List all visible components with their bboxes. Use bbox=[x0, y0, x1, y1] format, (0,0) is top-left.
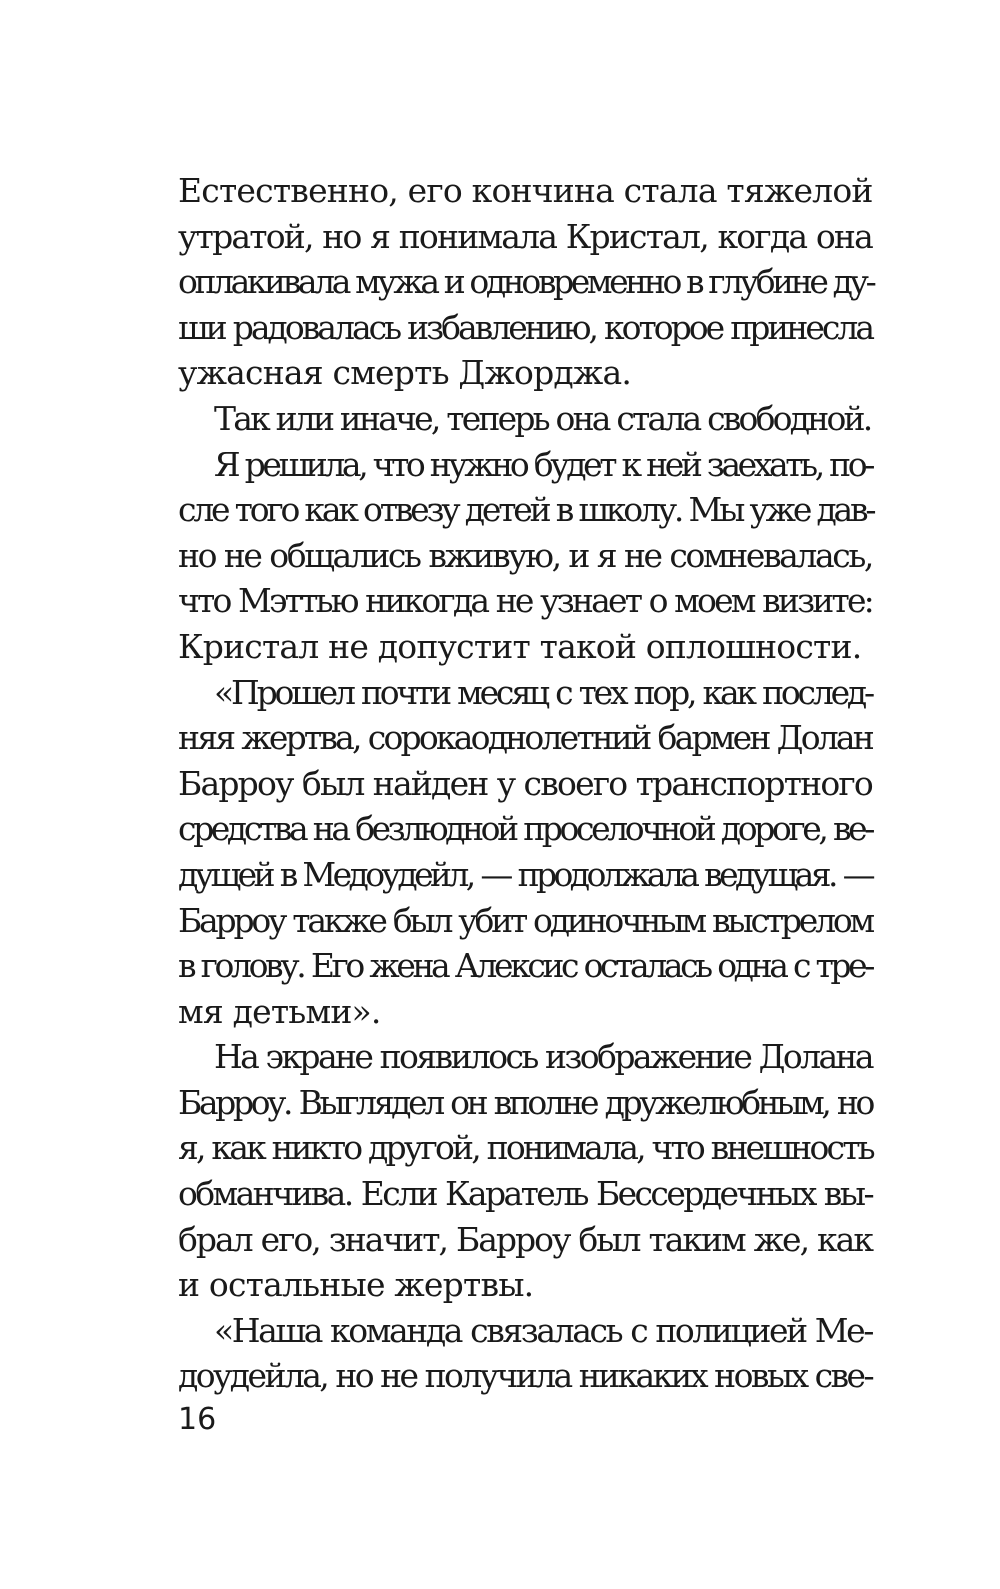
text-line: На экране появилось изображение Долана bbox=[214, 1037, 872, 1077]
text-line: брал его, значит, Барроу был таким же, как bbox=[178, 1219, 872, 1259]
text-line: я, как никто другой, понимала, что внешность bbox=[178, 1128, 873, 1168]
body-text bbox=[178, 168, 872, 1399]
text-line: сле того как отвезу детей в школу. Мы уже дав- bbox=[178, 490, 874, 530]
text-line: Барроу также был убит одиночным выстрелом bbox=[178, 900, 872, 940]
text-line: ужасная смерть Джорджа. bbox=[178, 353, 632, 393]
text-line: Барроу был найден у своего транспортного bbox=[178, 763, 872, 803]
text-line: Барроу. Выглядел он вполне дружелюбным, но bbox=[178, 1082, 872, 1122]
text-line: «Прошел почти месяц с тех пор, как послед- bbox=[214, 672, 872, 712]
text-line: дущей в Медоудейл, — продолжала ведущая. — bbox=[178, 854, 872, 894]
text-line: оплакивала мужа и одновременно в глубине ду- bbox=[178, 262, 874, 302]
text-line: что Мэттью никогда не узнает о моем визите: bbox=[178, 581, 872, 621]
text-line: Так или иначе, теперь она стала свободной. bbox=[214, 398, 871, 438]
text-line: мя детьми». bbox=[178, 991, 381, 1031]
text-line: няя жертва, сорокаоднолетний бармен Долан bbox=[178, 718, 872, 758]
text-line: обманчива. Если Каратель Бессердечных вы- bbox=[178, 1174, 872, 1214]
text-line: Естественно, его кончина стала тяжелой bbox=[178, 171, 873, 210]
text-line: утратой, но я понимала Кристал, когда она bbox=[178, 216, 872, 256]
text-line: и остальные жертвы. bbox=[178, 1265, 534, 1305]
text-line: в голову. Его жена Алексис осталась одна с тре- bbox=[178, 946, 872, 986]
text-line: но не общались вживую, и я не сомневалась, bbox=[178, 535, 872, 575]
text-line: «Наша команда связалась с полицией Ме- bbox=[214, 1310, 872, 1350]
text-line: ши радовалась избавлению, которое принесла bbox=[178, 307, 872, 347]
text-line: доудейла, но не получила никаких новых све- bbox=[178, 1356, 872, 1396]
text-line: Я решила, что нужно будет к ней заехать, по- bbox=[214, 444, 872, 484]
text-line: средства на безлюдной проселочной дороге, ве- bbox=[178, 809, 872, 849]
page-number: 16 bbox=[178, 1402, 217, 1437]
text-line: Кристал не допустит такой оплошности. bbox=[178, 626, 862, 666]
